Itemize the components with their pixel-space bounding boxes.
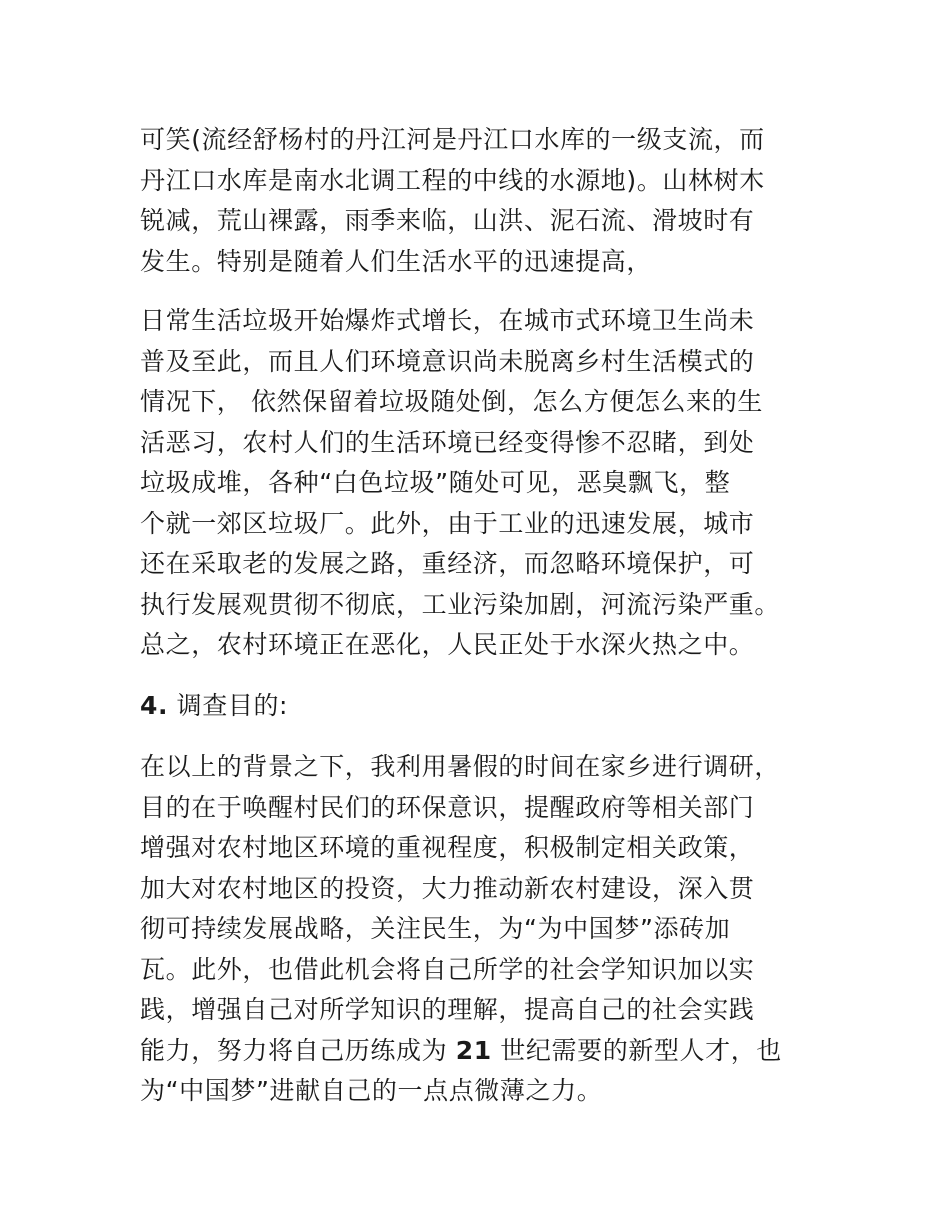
text-line: 丹江口水库是南水北调工程的中线的水源地)。山林树木: [140, 165, 765, 195]
text-line: 瓦。此外，也借此机会将自己所学的社会学知识加以实: [140, 954, 755, 984]
text-line: 日常生活垃圾开始爆炸式增长，在城市式环境卫生尚未: [140, 306, 755, 335]
text-line: 可笑(流经舒杨村的丹江河是丹江口水库的一级支流，而: [140, 125, 765, 154]
paragraph-background-cont: [140, 120, 820, 282]
text-line: 增强对农村地区环境的重视程度，积极制定相关政策，: [140, 833, 755, 862]
paragraph-garbage-situation: [140, 301, 820, 666]
text-line: 在以上的背景之下，我利用暑假的时间在家乡进行调研，: [140, 752, 781, 781]
century-number: 21: [455, 1035, 492, 1065]
text-line: 活恶习，农村人们的生活环境已经变得惨不忍睹，到处: [140, 427, 755, 457]
text-line: 总之，农村环境正在恶化，人民正处于水深火热之中。: [140, 630, 755, 659]
text-line: 普及至此，而且人们环境意识尚未脱离乡村生活模式的: [140, 346, 755, 376]
text-line: 彻可持续发展战略，关注民生，为“为中国梦”添砖加: [140, 914, 731, 943]
paragraph-purpose: [140, 747, 820, 1112]
document-page: [140, 120, 820, 1112]
text-segment: 能力，努力将自己历练成为: [140, 1035, 456, 1065]
text-segment: 世纪需要的新型人才，也: [491, 1035, 782, 1065]
text-line: 执行发展观贯彻不彻底，工业污染加剧，河流污染严重。: [140, 589, 781, 619]
text-line: 情况下， 依然保留着垃圾随处倒，怎么方便怎么来的生: [140, 387, 763, 416]
text-line: 为“中国梦”进献自己的一点点微薄之力。: [140, 1076, 603, 1105]
section-heading: [140, 686, 820, 727]
text-line: 垃圾成堆，各种“白色垃圾”随处可见，恶臭飘飞，整: [140, 468, 731, 497]
text-line: 目的在于唤醒村民们的环保意识，提醒政府等相关部门: [140, 792, 755, 822]
text-line: [140, 1031, 820, 1072]
text-line: 个就一郊区垃圾厂。此外，由于工业的迅速发展，城市: [140, 508, 755, 538]
text-line: 加大对农村地区的投资，大力推动新农村建设，深入贯: [140, 873, 755, 903]
text-line: 发生。特别是随着人们生活水平的迅速提高，: [140, 246, 653, 276]
text-line: 锐减，荒山裸露，雨季来临，山洪、泥石流、滑坡时有: [140, 206, 755, 235]
text-line: 践，增强自己对所学知识的理解，提高自己的社会实践: [140, 995, 755, 1024]
section-number: 4.: [140, 690, 169, 720]
section-title: 调查目的:: [168, 690, 289, 720]
text-line: 还在采取老的发展之路，重经济，而忽略环境保护，可: [140, 549, 755, 578]
